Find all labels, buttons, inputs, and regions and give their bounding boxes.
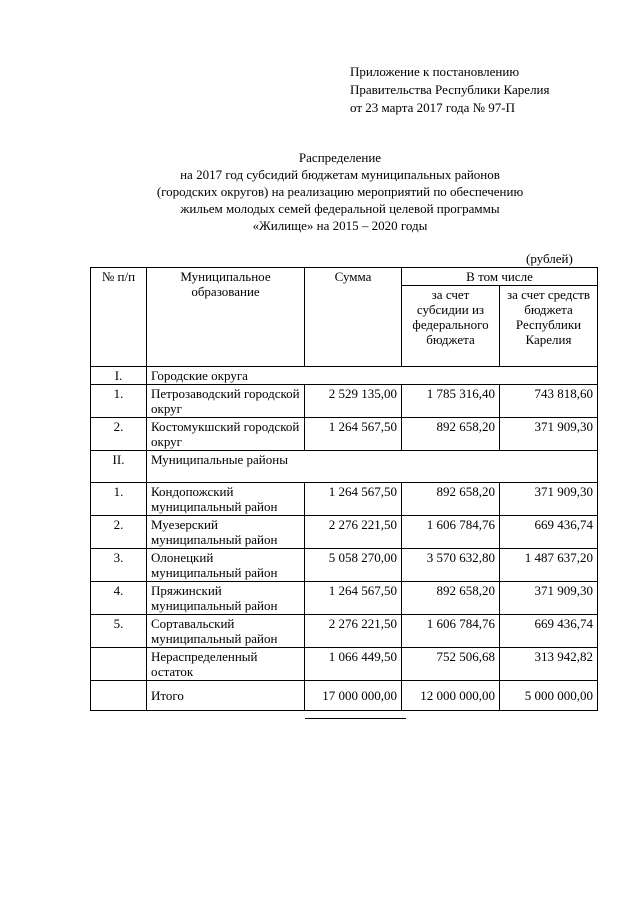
row-federal: 3 570 632,80	[402, 549, 500, 582]
section-row-districts	[91, 451, 598, 483]
row-republic: 371 909,30	[500, 582, 598, 615]
row-republic: 669 436,74	[500, 615, 598, 648]
header-num: № п/п	[91, 268, 147, 367]
row-municipality: Олонецкий муниципальный район	[147, 549, 305, 582]
row-municipality: Муезерский муниципальный район	[147, 516, 305, 549]
header-federal: за счет субсидии из федерального бюджета	[402, 286, 500, 367]
row-sum: 1 264 567,50	[305, 483, 402, 516]
row-republic: 743 818,60	[500, 385, 598, 418]
table-row	[91, 549, 598, 582]
title-line: жильем молодых семей федеральной целевой программы	[180, 201, 500, 216]
row-municipality: Кондопожский муниципальный район	[147, 483, 305, 516]
section-label: Городские округа	[147, 367, 598, 385]
title-line: (городских округов) на реализацию мероприятий по обеспечению	[156, 184, 524, 199]
table-row	[91, 615, 598, 648]
row-sum: 1 264 567,50	[305, 418, 402, 451]
row-republic: 371 909,30	[500, 418, 598, 451]
end-divider	[305, 718, 406, 719]
row-num: 2.	[91, 516, 147, 549]
table-row	[91, 516, 598, 549]
header-including: В том числе	[402, 268, 598, 286]
row-federal: 892 658,20	[402, 418, 500, 451]
row-municipality: Петрозаводский городской округ	[147, 385, 305, 418]
row-sum: 2 529 135,00	[305, 385, 402, 418]
row-republic: 313 942,82	[500, 648, 598, 681]
row-municipality: Костомукшский городской округ	[147, 418, 305, 451]
section-num: II.	[91, 451, 147, 483]
row-num: 3.	[91, 549, 147, 582]
row-republic: 371 909,30	[500, 483, 598, 516]
row-federal: 1 606 784,76	[402, 615, 500, 648]
document-title	[90, 149, 590, 234]
title-line: «Жилище» на 2015 – 2020 годы	[252, 218, 428, 233]
appendix-header	[350, 63, 550, 117]
table-row	[91, 418, 598, 451]
row-num-empty	[91, 681, 147, 711]
appendix-line: Правительства Республики Карелия	[350, 82, 550, 97]
row-sum: 2 276 221,50	[305, 516, 402, 549]
currency-unit: (рублей)	[526, 251, 573, 266]
section-label: Муниципальные районы	[147, 451, 598, 483]
total-sum: 17 000 000,00	[305, 681, 402, 711]
row-num: 1.	[91, 483, 147, 516]
header-sum: Сумма	[305, 268, 402, 367]
row-republic: 669 436,74	[500, 516, 598, 549]
row-num: 2.	[91, 418, 147, 451]
table-header-row	[91, 268, 598, 286]
row-federal: 752 506,68	[402, 648, 500, 681]
row-municipality: Нераспределенный остаток	[147, 648, 305, 681]
row-sum: 1 066 449,50	[305, 648, 402, 681]
section-row-urban	[91, 367, 598, 385]
row-federal: 892 658,20	[402, 483, 500, 516]
distribution-table	[90, 267, 598, 711]
table-row	[91, 483, 598, 516]
row-num: 5.	[91, 615, 147, 648]
row-federal: 892 658,20	[402, 582, 500, 615]
row-municipality: Сортавальский муниципальный район	[147, 615, 305, 648]
row-num: 1.	[91, 385, 147, 418]
header-municipality: Муниципальное образование	[147, 268, 305, 367]
section-num: I.	[91, 367, 147, 385]
row-republic: 1 487 637,20	[500, 549, 598, 582]
row-municipality: Пряжинский муниципальный район	[147, 582, 305, 615]
total-label: Итого	[147, 681, 305, 711]
total-federal: 12 000 000,00	[402, 681, 500, 711]
row-num-empty	[91, 648, 147, 681]
total-republic: 5 000 000,00	[500, 681, 598, 711]
table-row	[91, 582, 598, 615]
title-line: на 2017 год субсидий бюджетам муниципальных районов	[180, 167, 500, 182]
header-republic: за счет средств бюджета Республики Карелия	[500, 286, 598, 367]
title-line: Распределение	[298, 150, 382, 165]
appendix-line: от 23 марта 2017 года № 97-П	[350, 100, 515, 115]
row-sum: 1 264 567,50	[305, 582, 402, 615]
row-sum: 2 276 221,50	[305, 615, 402, 648]
table-row	[91, 385, 598, 418]
row-sum: 5 058 270,00	[305, 549, 402, 582]
table-row-unallocated	[91, 648, 598, 681]
row-federal: 1 606 784,76	[402, 516, 500, 549]
table-row-total	[91, 681, 598, 711]
appendix-line: Приложение к постановлению	[350, 64, 520, 79]
row-num: 4.	[91, 582, 147, 615]
row-federal: 1 785 316,40	[402, 385, 500, 418]
